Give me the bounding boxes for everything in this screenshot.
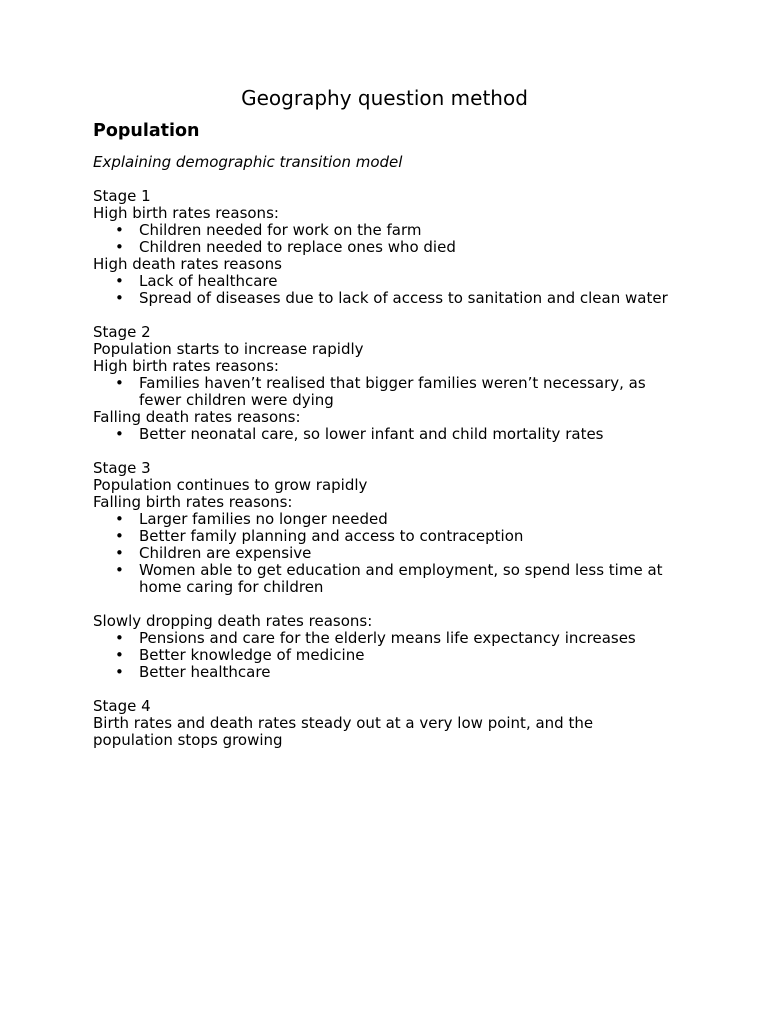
list-item-text: Pensions and care for the elderly means life expectancy increases [139, 629, 636, 647]
birth-rates-label: High birth rates reasons: [93, 357, 279, 375]
stage-4 [93, 698, 672, 749]
list-item-text: Better healthcare [139, 663, 271, 681]
list-item [93, 222, 672, 239]
stage-summary: Population continues to grow rapidly [93, 476, 368, 494]
bullet-icon: • [115, 425, 124, 443]
bullet-icon: • [115, 527, 124, 545]
stage-heading: Stage 2 [93, 323, 151, 341]
list-item [93, 290, 672, 307]
death-rates-label: Slowly dropping death rates reasons: [93, 612, 373, 630]
stage-2 [93, 324, 672, 443]
bullet-icon: • [115, 629, 124, 647]
bullet-icon: • [115, 510, 124, 528]
bullet-icon: • [115, 238, 124, 256]
stage-heading: Stage 4 [93, 697, 151, 715]
bullet-icon: • [115, 221, 124, 239]
list-item-text: Lack of healthcare [139, 272, 278, 290]
list-item-text: Children needed to replace ones who died [139, 238, 456, 256]
section-heading: Population [93, 121, 200, 141]
list-item-text: Spread of diseases due to lack of access to sanitation and clean water [139, 289, 668, 307]
birth-rates-list [93, 222, 672, 256]
document-title: Geography question method [241, 86, 528, 110]
spacer [93, 596, 672, 613]
death-rates-list [93, 630, 672, 681]
section-subtitle: Explaining demographic transition model [93, 153, 403, 171]
list-item [93, 375, 672, 409]
list-item [93, 562, 672, 596]
list-item [93, 664, 672, 681]
bullet-icon: • [115, 544, 124, 562]
bullet-icon: • [115, 646, 124, 664]
stage-summary: Birth rates and death rates steady out at a very low point, and the population stops growing [93, 714, 594, 749]
death-rates-label: Falling death rates reasons: [93, 408, 301, 426]
bullet-icon: • [115, 289, 124, 307]
list-item-text: Families haven’t realised that bigger families weren’t necessary, as fewer children were dying [139, 374, 646, 409]
stage-3 [93, 460, 672, 681]
stage-heading: Stage 3 [93, 459, 151, 477]
bullet-icon: • [115, 374, 124, 392]
birth-rates-label: Falling birth rates reasons: [93, 493, 293, 511]
bullet-icon: • [115, 561, 124, 579]
list-item-text: Children are expensive [139, 544, 312, 562]
list-item-text: Children needed for work on the farm [139, 221, 422, 239]
list-item [93, 273, 672, 290]
list-item [93, 426, 672, 443]
death-rates-list [93, 426, 672, 443]
list-item-text: Women able to get education and employment, so spend less time at home caring for children [139, 561, 663, 596]
stage-1 [93, 188, 672, 307]
list-item [93, 239, 672, 256]
list-item [93, 630, 672, 647]
list-item-text: Larger families no longer needed [139, 510, 388, 528]
death-rates-label: High death rates reasons [93, 255, 282, 273]
bullet-icon: • [115, 272, 124, 290]
list-item [93, 545, 672, 562]
stage-summary: Population starts to increase rapidly [93, 340, 364, 358]
bullet-icon: • [115, 663, 124, 681]
list-item-text: Better family planning and access to contraception [139, 527, 524, 545]
list-item-text: Better knowledge of medicine [139, 646, 365, 664]
list-item [93, 511, 672, 528]
list-item-text: Better neonatal care, so lower infant and child mortality rates [139, 425, 604, 443]
list-item [93, 528, 672, 545]
birth-rates-list [93, 375, 672, 409]
list-item [93, 647, 672, 664]
birth-rates-label: High birth rates reasons: [93, 204, 279, 222]
stage-heading: Stage 1 [93, 187, 151, 205]
birth-rates-list [93, 511, 672, 596]
death-rates-list [93, 273, 672, 307]
